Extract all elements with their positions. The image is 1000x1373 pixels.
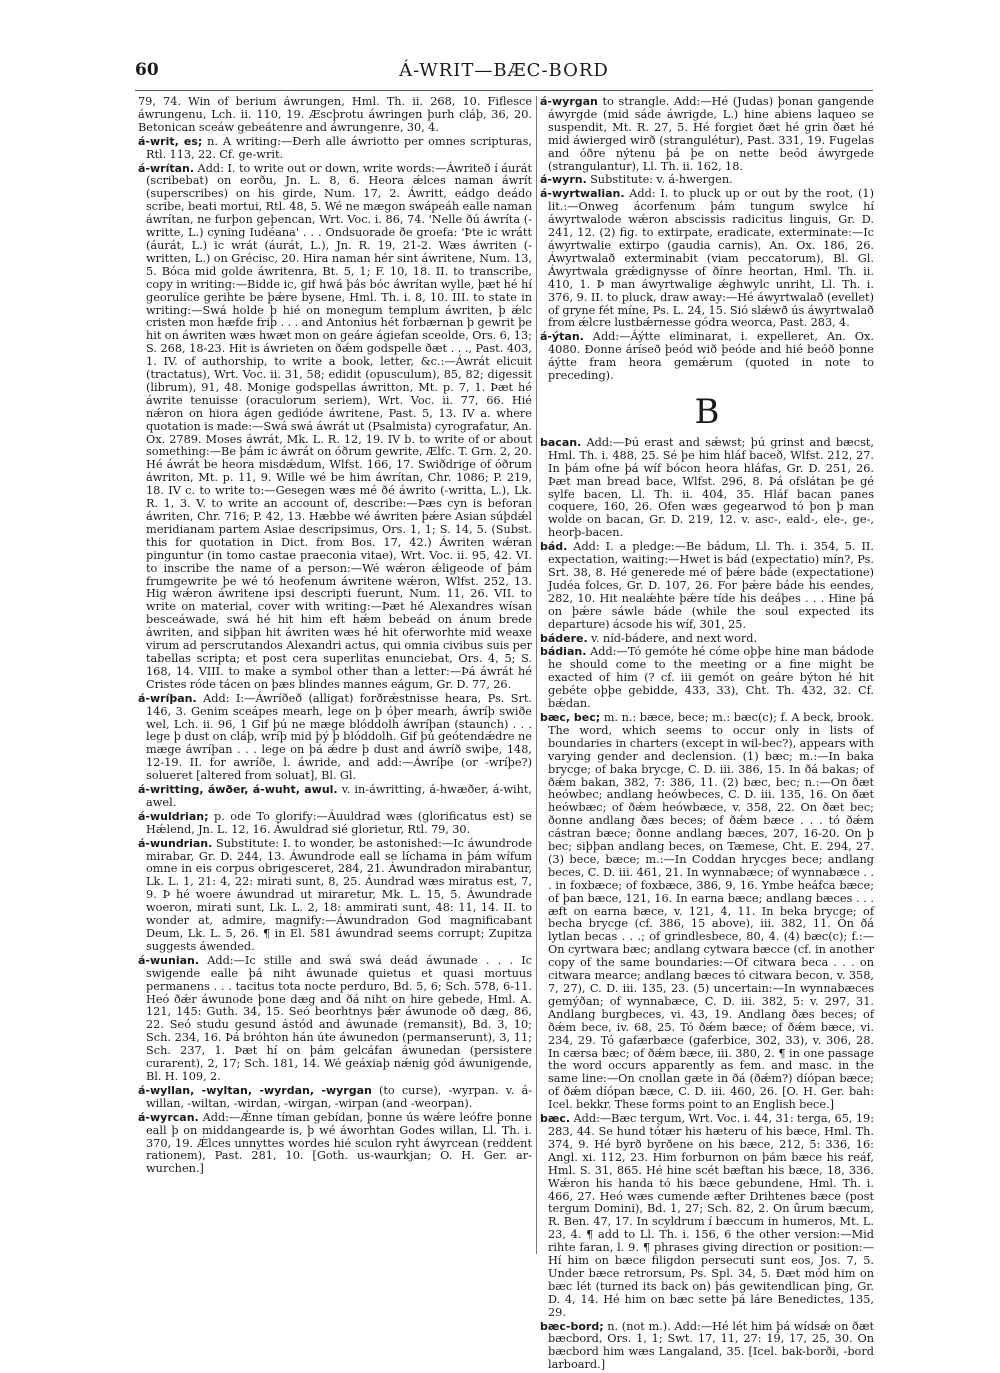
entry-headword: bæc, bec; bbox=[540, 710, 601, 724]
left-column bbox=[138, 96, 532, 1177]
entry-headword: á-wyllan, -wyltan, -wyrdan, -wyrgan bbox=[138, 1083, 372, 1097]
dictionary-entry bbox=[138, 1112, 532, 1177]
dictionary-entry bbox=[540, 331, 874, 383]
entry-headword: á-writ, es; bbox=[138, 134, 203, 148]
entry-text: to strangle. Add:—Hé (Judas) þonan gangende áwyrgde (mid sáde áwrigde, L.) hine abiens laqueo se suspendit, Mt. R. 27, 5. Hé forgiet ðæt hé grin ðæt hé mid áwierged wirð (strangulétur), Past. 331, 19. Fugelas and óðre nýtenu þá þe on nette beód áwyrgede (strangulantur), Ll. Th. ii. 162, 18. bbox=[548, 95, 875, 173]
entry-text: Substitute: I. to wonder, be astonished:—Ic áwundrode mirabar, Gr. D. 244, 13. Áwundrode eall se líchama in þám wífum omne in eis corpus obrigesceret, 284, 21. Áwundradon mirabantur, Lk. L. 1, 21: 4, 22: mirati sunt, 8, 25. Áundrad wæs miratus est, 7, 9. Þ hé woere áwundrad ut miraretur, Mk. L. 15, 5. Áwundrade woeron, mirati sunt, Lk. L. 2, 18: ammirati sunt, 48: 11, 14. II. to wonder at, admire, magnify:—Áwundradon God magnificabant Deum, Lk. L. 5, 26. ¶ in El. 581 áwundrad seems corrupt; Zupitza suggests áwended. bbox=[146, 836, 533, 953]
entry-headword: bád. bbox=[540, 540, 568, 554]
dictionary-entry bbox=[540, 96, 874, 173]
dictionary-entry bbox=[540, 174, 874, 187]
dictionary-entry bbox=[540, 712, 874, 1112]
entry-text: v. níd-bádere, and next word. bbox=[591, 631, 758, 645]
entry-headword: á-wunian. bbox=[138, 953, 200, 967]
entry-headword: á-writting, áwðer, á-wuht, awul. bbox=[138, 783, 338, 797]
entry-headword: á-wyrtwalian. bbox=[540, 187, 625, 201]
dictionary-entry bbox=[540, 1113, 874, 1320]
page-number: 60 bbox=[135, 60, 159, 80]
dictionary-entry bbox=[138, 784, 532, 810]
dictionary-entry bbox=[540, 188, 874, 330]
entry-text: Add:—Tó gemóte hé cóme oþþe hine man bádode he should come to the meeting or a fine might be exacted of him (? cf. iii gemót on geáre býton hé hit gebéte oþþe gebidde, 433, 33), Cht. Th. 432, 32. Cf. bǽdan. bbox=[548, 645, 874, 711]
dictionary-entry bbox=[138, 1085, 532, 1111]
section-letter-heading: B bbox=[694, 391, 720, 432]
dictionary-entry: 79, 74. Win of berium áwrungen, Hml. Th. ii. 268, 10. Fiflesce áwrungenu, Lch. ii. 110, 19. Æscþrotu áwringen þurh cláþ, 36, 20. Betonican sceáw gebeátenre and áwrungenre, 30, 4. bbox=[138, 95, 532, 134]
right-column bbox=[540, 96, 874, 1373]
entry-headword: á-wrítan. bbox=[138, 161, 195, 175]
dictionary-entry bbox=[138, 811, 532, 837]
entry-headword: á-wyrgan bbox=[540, 95, 598, 108]
entry-text: Add:—Ic stille and swá swá deád áwunade . . . Ic swigende ealle þá niht áwunade quietus et quasi mortuus permanens . . . tacitus tota nocte perduro, Bd. 5, 6; Sch. 578, 6-11. Heó ðǽr áwunode þone dæg and ðá niht on hire gebede, Hml. A. 121, 145: Guth. 34, 15. Seó beorhtnys þǽr áwunode oð dæg, 86, 22. Seó studu gesund ástód and áwunade (remansit), Bd. 3, 10; Sch. 234, 16. Þá bróhton hán úte áwunedon (permanserunt), 3, 11; Sch. 237, 1. Þæt hí on þám gelcáfan áwunedan (persistere curarent), 2, 17; Sch. 181, 14. Wé geáxiaþ nǽnig gód áwunigende, Bl. H. 109, 2. bbox=[146, 953, 532, 1083]
entry-headword: bádian. bbox=[540, 645, 587, 659]
dictionary-entry bbox=[138, 163, 532, 692]
entry-text: v. in-áwritting, á-hwæðer, á-wiht, awel. bbox=[146, 783, 533, 809]
entry-text: (to curse), -wyrpan. v. á-willan, -wiltan, -wirdan, -wirgan, -wirpan (and -weorpan). bbox=[146, 1083, 533, 1110]
entry-text: Add: I:—Áwríðeð (alligat) forðrǽstnisse heara, Ps. Srt. 146, 3. Genim sceápes mearh, lege on þ óþer mearh, áwríþ swiðe wel, Lch. ii. 96, 1 Gif þú ne mæge blóddolh áwríþan (staunch) . . . lege þ dust on cláþ, wríþ mid þý þ blóddolh. Gif þú geótendǽdre ne mæge áwríþan . . . lege on þá ǽdre þ dust and áwríð swiþe, 148, 12-19. II. for awríðe, l. áwride, and add:—Áwríþe (or -wríþe?) solueret [altered from soluat], Bl. Gl. bbox=[146, 691, 533, 783]
entry-headword: á-wyrn. bbox=[540, 173, 587, 187]
dictionary-entry bbox=[138, 136, 532, 162]
entry-text: Add: I. to write out or down, write words:—Áwriteð í áurát (scribebat) on eorðu, Jn. L. 8, 6. Heora ǽlces naman áwrít (superscribes) on his girde, Num. 17, 2. Áwritt, eádgo deádo scribe, beati mortui, Rtl. 48, 5. Wé ne mægon swápeáh ealle naman áwrítan, ne furþon geþencan, Wrt. Voc. i. 86, 74. 'Nelle ðú áwríta (-writte, L.) cyning Iudéana' . . . Ondsuorade ðe groefa: 'Þte ic wrátt (áurát, L.) ic wrát (áurát, L.), Jn. R. 19, 21-2. Wæs áwriten (-written, L.) on Grécisc, 20. Hira naman hér sint áwritene, Num. 13, 5. Bóca mid golde áwritenra, Bt. 5, 1; F. 10, 18. II. to transcribe, copy in writing:—Bidde ic, gif hwá þás bóc áwrítan wylle, þæt hé hí georulíce gerihte be þǽre bysene, Hml. Th. i. 8, 10. III. to state in writing:—Swá holde þ hié on monegum templum áwriten, þ ǽlc cristen mon hæfde friþ . . . and Antonius hét forbærnan þ gewrit þe hit on áwriten wæs hwæt mon on geáre ágiefan sceolde, Ors. 6, 13; S. 268, 18-23. Hit is áwrieten on ðǽm godspelle ðæt . . ., Past. 403, 1. IV. of authorship, to write a book, letter, &c.:—Áwrát elicuit (tractatus), Wrt. Voc. ii. 31, 58; edidit (opusculum), 85, 82; digessit (librum), 91, 48. Monige godspellas áwritton, Mt. p. 7, 1. Þæt hé áwrite tenuisse (oraculorum seriem), Wrt. Voc. ii. 77, 66. Hié nǽron on hiora ágen gedióde áwritene, Past. 5, 13. IV a. where quotation is made:—Swá swá áwrát ut (Psalmista) cyrografatur, An. Ox. 2789. Moses áwrát, Mk. L. R. 12, 19. IV b. to write of or about something:—Be þám ic áwrát on óðrum gewrite, Ælfc. T. Grn. 2, 20. Hé áwrát be heora misdǽdum, Wlfst. 166, 17. Swiðdrige of óðrum áwriton, Mt. p. 11, 9. Wille wé be him áwrítan, Chr. 1086; P. 219, 18. IV c. to write to:—Gesegen wæs mé ðé áwrito (-writta, L.), Lk. R. 1, 3. V. to write an account of, describe:—Þæs cyn is beforan áwriten, Chr. 716; P. 42, 13. Hæbbe wé áwriten þǽre Asian súþdǽl meridianam partem Asiae descripsimus, Ors. 1, 1; S. 14, 5. (Subst. this for quotation in Dict. from Bos. 17, 42.) Áwriten wǽran pinguntur (in tomo castae praeconia vitae), Wrt. Voc. ii. 95, 42. VI. to inscribe the name of a person:—Wé wǽron ǽligeode of þám frumgewrite þe wé tó heofenum áwritene wǽron, Wlfst. 252, 13. Hig wǽron áwritene ipsi descripti fuerunt, Num. 11, 26. VII. to write on material, cover with writing:—Þæt hé Alexandres wísan besceáwade, swá hé hit him eft hǽm bebeád on ánum brede áwriten, and siþþan hit áwriten wæs hé hit oferworhte mid weaxe virum ad perscrutandos Alexandri actus, qui omnia civibus suis per tabellas scripta; et post cera superlitas enunciebat, Ors. 4, 5; S. 168, 14. VIII. to make a symbol other than a letter:—Þá áwrát hé Cristes róde tácen on þæs blindes mannes eágum, Gr. D. 77, 26. bbox=[146, 161, 532, 691]
dictionary-entry bbox=[138, 693, 532, 783]
dictionary-entry bbox=[540, 1321, 874, 1373]
entry-text: Add: I. to pluck up or out by the root, (1) lit.:—Onweg ácorfenum þám tungum swylce hí áwyrtwalode wǽron abscissis radicitus linguis, Gr. D. 241, 12. (2) fig. to extirpate, eradicate, exterminate:—Ic áwyrtwalie extirpo (gaudia carnis), An. Ox. 186, 26. Áwyrtwalað exterminabit (viam peccatorum), Bl. Gl. Áwyrtwala grǽdignysse of ðínre heortan, Hml. Th. ii. 410, 1. Þ man áwyrtwalige ǽghwylc unriht, Ll. Th. i. 376, 9. II. to pluck, draw away:—Hé áwyrtwalað (evellet) of gryne fét míne, Ps. L. 24, 15. Sió slǽwð ús áwyrtwalað from ǽlcre lustbǽrnesse gódra weorca, Past. 283, 4. bbox=[548, 187, 874, 330]
entry-text: Substitute: v. á-hwergen. bbox=[590, 173, 733, 187]
entry-headword: bæc. bbox=[540, 1112, 571, 1126]
entry-headword: bádere. bbox=[540, 631, 588, 645]
entry-headword: á-wyrcan. bbox=[138, 1110, 199, 1124]
entry-headword: á-wríþan. bbox=[138, 691, 197, 705]
running-head: Á-WRIT—BÆC-BORD bbox=[399, 60, 609, 81]
entry-text: Add:—Bæc tergum, Wrt. Voc. i. 44, 31: terga, 65, 19: 283, 44. Se hund tótær his hæteru of his bæce, Hml. Th. 374, 9. Hé byrð byrðene on his bæce, 212, 5: 336, 16: Angl. xi. 112, 23. Him forburnon on þám bæce his reáf, Hml. S. 31, 865. Hé hine scét bæftan his bæce, 18, 336. Wǽron his handa tó his bæce gebundene, Hml. Th. i. 466, 27. Heó wæs cumende æfter Drihtenes bæce (post tergum Domini), Bd. 1, 27; Sch. 82, 2. On ûrum bæcum, R. Ben. 47, 17. In scyldrum í bæccum in humeros, Mt. L. 23, 4. ¶ add to Ll. Th. i. 156, 6 the other version:—Mid rihte faran, l. 9. ¶ phrases giving direction or position:—Hí him on bæce filigdon persecuti sunt eos, Jos. 7, 5. Under bæce retrorsum, Ps. Spl. 34, 5. Ðæt mód him on bæc lét (turned its back on) þás gewitendlican þing, Gr. D. 4, 14. Hé him on bæc sette þá láre Benedictes, 135, 29. bbox=[548, 1112, 874, 1319]
dictionary-entry bbox=[540, 633, 874, 646]
entry-headword: bæc-bord; bbox=[540, 1319, 604, 1333]
entry-headword: bacan. bbox=[540, 435, 582, 449]
entry-text: n. A writing:—Ðerh alle áwriotto per omnes scripturas, Rtl. 113, 22. Cf. ge-writ. bbox=[146, 134, 532, 161]
column-divider bbox=[536, 96, 537, 1254]
entry-text: Add:—Áýtte eliminarat, i. expelleret, An. Ox. 4080. Ðonne áríseð þeód wið þeóde and hié beóð þonne áýtte fram heora gemǽrum (quoted in note to preceding). bbox=[548, 330, 874, 383]
dictionary-entry bbox=[540, 646, 874, 711]
dictionary-entry bbox=[540, 437, 874, 540]
dictionary-entry bbox=[138, 955, 532, 1084]
entry-text: Add:—Þú erast and sǽwst; þú grinst and bæcst, Hml. Th. i. 488, 25. Sé þe him hláf baceð, Wlfst. 212, 27. In þám ofne þá wíf bócon heora hláfas, Gr. D. 251, 26. Þæt man bread bace, Wlfst. 296, 8. Þá ofslátan þe gé sylfe bacen, Ll. Th. ii. 404, 35. Hláf bacan panes coquere, 160, 26. Ofen wæs gegearwod tó þon þ man wolde on bacan, Gr. D. 219, 12. v. asc-, eald-, ele-, ge-, heorþ-bacen. bbox=[548, 435, 875, 540]
entry-text: Add:—Ǽnne tíman gebídan, þonne ús wǽre leófre þonne eall þ on middangearde is, þ wé áworhtan Godes willan, Ll. Th. i. 370, 19. Ǽlces unnyttes wordes hié sculon ryht áwyrcean (reddent rationem), Past. 281, 10. [Goth. us-waurkjan; O. H. Ger. ar-wurchen.] bbox=[146, 1110, 532, 1176]
entry-text: n. (not m.). Add:—Hé lét him þá wídsǽ on ðæt bæcbord, Ors. 1, 1; Swt. 17, 11, 27: 19, 17, 25, 30. On bæcbord him wæs Langaland, 35. [Icel. bak-borði, -bord larboard.] bbox=[548, 1319, 874, 1372]
dictionary-entry bbox=[540, 541, 874, 631]
page-header bbox=[135, 60, 873, 91]
entry-headword: á-wuldrian; bbox=[138, 809, 209, 823]
entry-headword: á-wundrian. bbox=[138, 836, 213, 850]
entry-headword: á-ýtan. bbox=[540, 330, 584, 344]
dictionary-entry bbox=[138, 838, 532, 954]
entry-text: Add: I. a pledge:—Be bádum, Ll. Th. i. 354, 5. II. expectation, waiting:—Hwet is bád (expectatio) mín?, Ps. Srt. 38, 8. Hé generede mé of þǽre báde (expectatione) Judéa folces, Gr. D. 107, 26. For þǽre báde his eendes, 282, 10. Hit nealǽhte þǽre tíde his deáþes . . . Hine þá on þǽre sáwle báde (while the soul expected its departure) ácsode his wíf, 301, 25. bbox=[548, 540, 874, 631]
entry-text: p. ode To glorify:—Áuuldrad wæs (glorificatus est) se Hǽlend, Jn. L. 12, 16. Áwuldrad sié glorietur, Rtl. 79, 30. bbox=[146, 809, 532, 836]
entry-text: m. n.: bæce, bece; m.: bæc(c); f. A beck, brook. The word, which seems to occur only in lists of boundaries in charters (except in wil-bec?), appears with varying gender and declension. (1) bæc; m.:—In baka brycge; of baka brycge, C. D. iii. 386, 15. In ðá bakas; of ðǽm bakan, 382, 7: 386, 11. (2) bæc, bec; n.:—On ðæt heówbec; andlang heówbeces, C. D. iii. 135, 16. On ðæt heówbæc; of ðǽm heówbæce, v. 358, 22. On ðæt bec; ðonne andlang ðæs beces; of ðǽm bæce . . . tó ðǽm cástran bæce; ðonne andlang bæces, 207, 16-20. On þ bec; siþþan andlang beces, on Tæmese, Cht. E. 294, 27. (3) bece, bæce; m.:—In Coddan hrycges bece; andlang beces, C. D. iii. 461, 21. In wynnabæce; of wynnabæce . . . in foxbæce; of foxbæce, 386, 9, 16. Ymbe heáfca bæce; of þan bæce, 121, 16. In earna bæce; andlang bæces . . . æft on earna bæce, v. 121, 4, 11. In beka brycge; of becha brycge (cf. 386, 15 above), iii. 382, 11. On ðá lytlan becas . . .; of grindlesbece, 80, 4. (4) bæc(c); f.:—On cyrtwara bæc; andlang cytwara bæcce (cf. in another copy of the same boundaries:—Of citwara beca . . . on citwara mearce; andlang bæces tó citwara becon, v. 358, 7, 27), C. D. iii. 135, 23. (5) uncertain:—In wynnabæces gemýðan; of wynnabæce, C. D. iii. 382, 5: v. 297, 31. Andlang burgbeces, vi. 43, 19. Andlang ðæs beces; of ðǽm bece, iv. 68, 25. Tó ðǽm bæce; of ðǽm bæce, vi. 234, 29. Tó gafærbæce (gaferbice, 302, 33), v. 306, 28. In cærsa bæc; of ðǽm bæce, iii. 380, 2. ¶ in one passage the word occurs apparently as fem. and masc. in the same line:—On cnollan gæte in ðá (ðǽm?) díópan bæce; of ðǽm díópan bæce, C. D. iii. 460, 26. [O. H. Ger. bah: Icel. bekkr. These forms point to an English bece.] bbox=[548, 710, 874, 1112]
